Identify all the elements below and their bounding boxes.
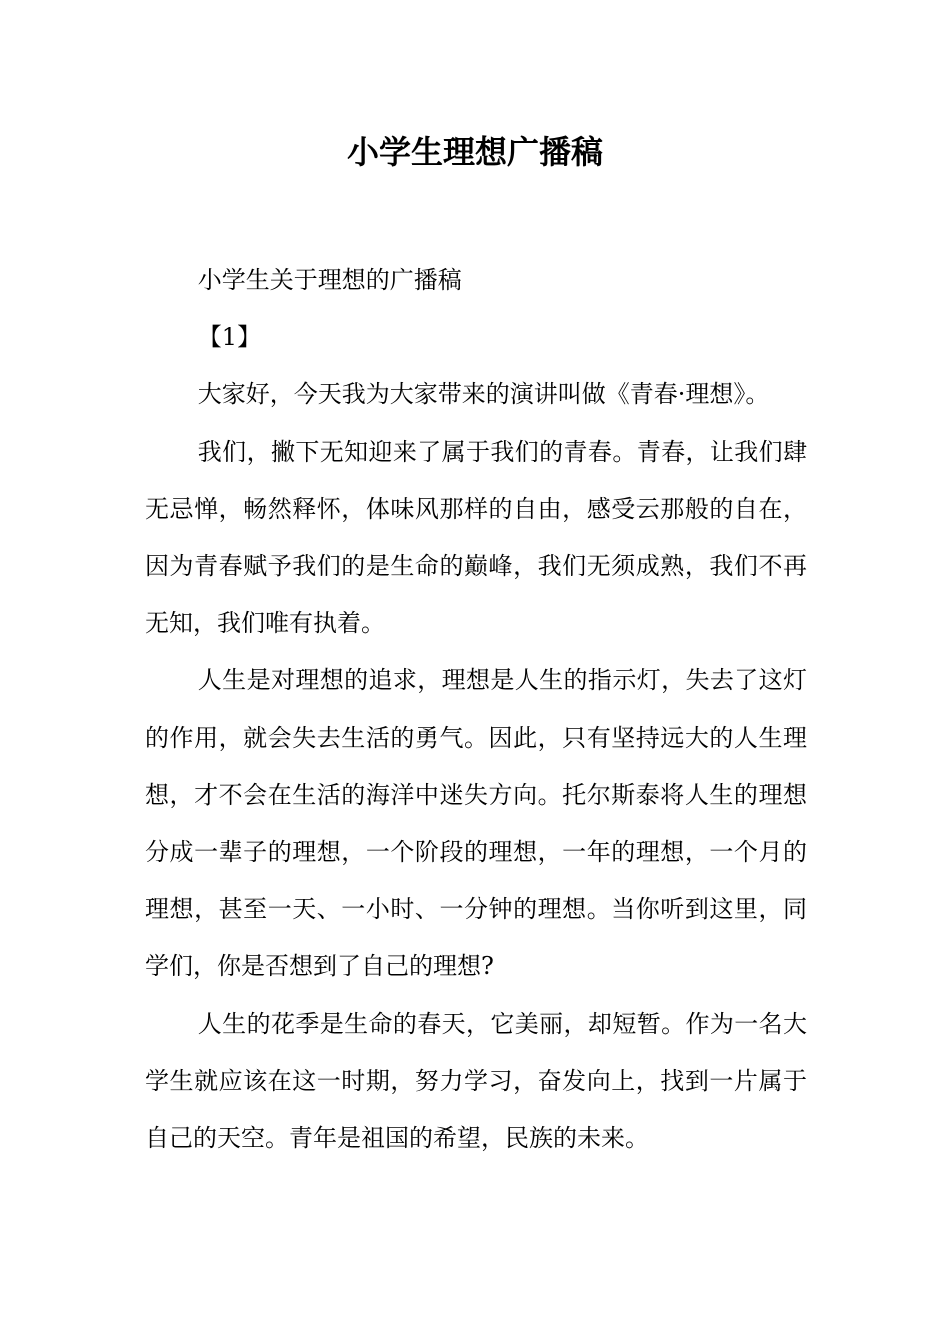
subtitle-paragraph: 小学生关于理想的广播稿 [197,266,462,294]
body-paragraph: 大家好，今天我为大家带来的演讲叫做《青春·理想》。 [197,380,770,409]
body-paragraph: 人生的花季是生命的春天，它美丽，却短暂。作为一名大学生就应该在这一时期，努力学习，奋发向上，找到一片属于自己的天空。青年是祖国的希望，民族的未来。 [145,1009,807,1153]
section-marker: 【1】 [197,323,262,352]
document-title: 小学生理想广播稿 [346,133,603,171]
body-paragraph: 我们，撇下无知迎来了属于我们的青春。青春，让我们肆无忌惮，畅然释怀，体味风那样的自由，感受云那般的自在，因为青春赋予我们的是生命的巅峰，我们无须成熟，我们不再无知，我们唯有执着。 [145,437,807,638]
body-paragraph: 人生是对理想的追求，理想是人生的指示灯，失去了这灯的作用，就会失去生活的勇气。因此，只有坚持远大的人生理想，才不会在生活的海洋中迷失方向。托尔斯泰将人生的理想分成一辈子的理想，一个阶段的理想，一年的理想，一个月的理想，甚至一天、一小时、一分钟的理想。当你听到这里，同学们，你是否想到了自己的理想? [145,666,807,981]
document-body [145,252,807,1167]
